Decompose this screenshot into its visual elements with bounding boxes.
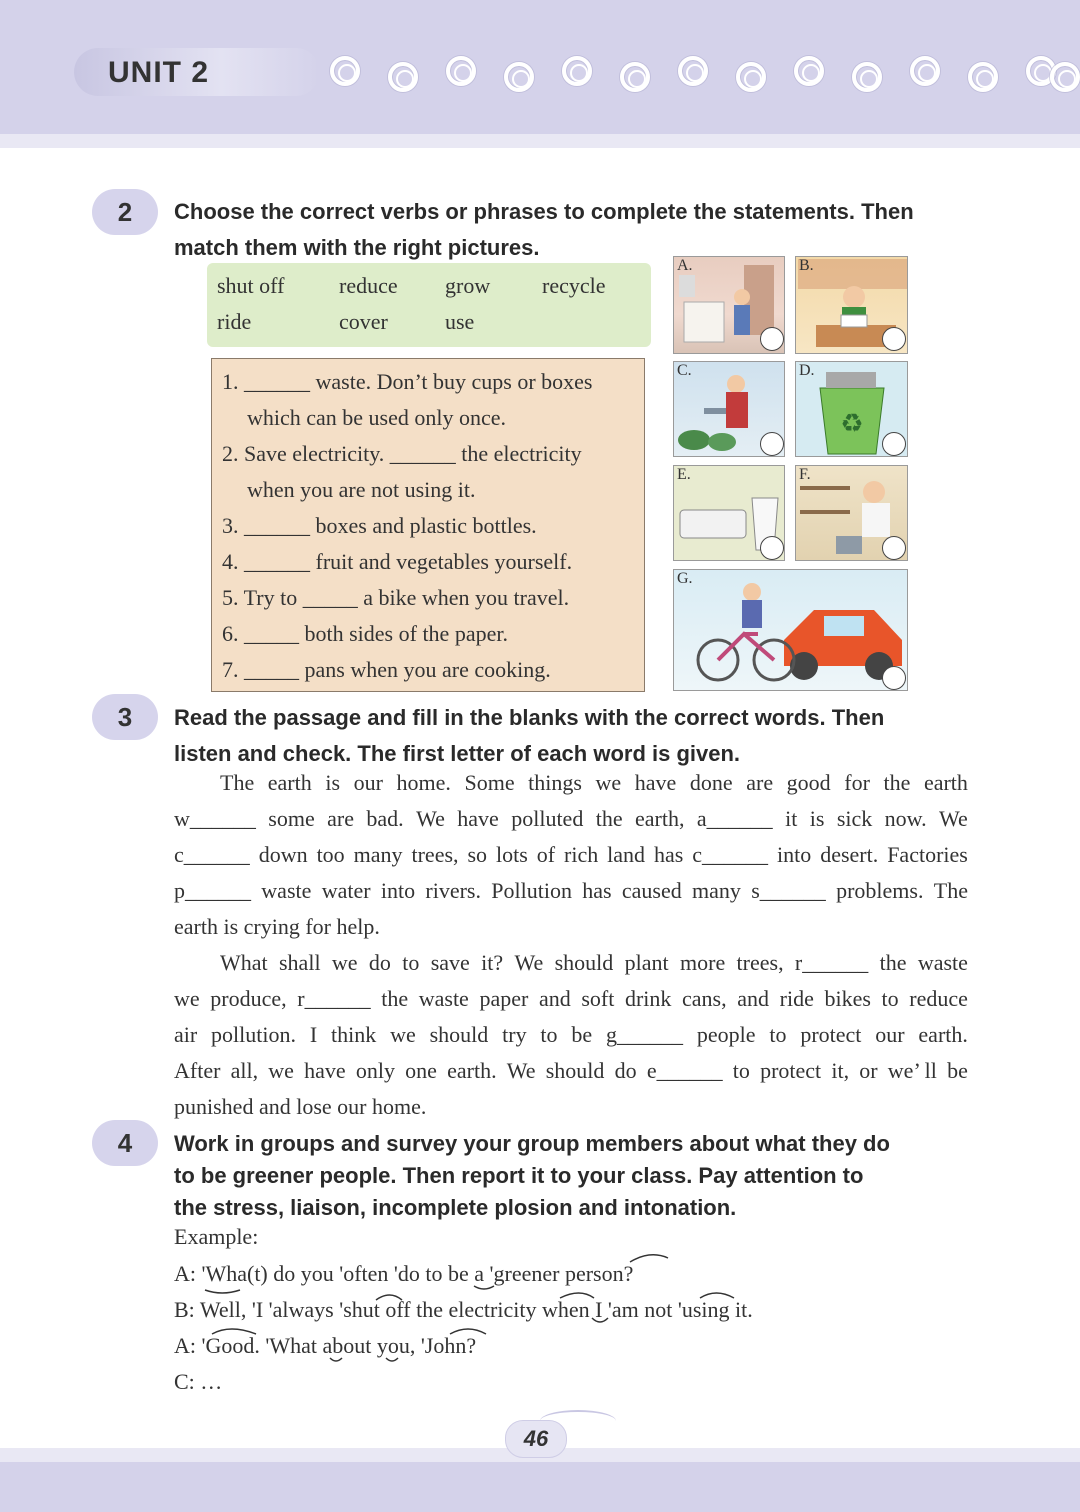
passage-word[interactable]: s______ (751, 878, 826, 903)
picture-label: B. (799, 257, 814, 274)
passage-word: do (614, 1058, 637, 1083)
rising-intonation-arrow (700, 1293, 734, 1298)
passage-word: We (506, 1058, 536, 1083)
passage-word: one (405, 1058, 437, 1083)
passage-word[interactable]: r______ (297, 986, 371, 1011)
example-label: Example: (174, 1224, 259, 1249)
passage-word: or (859, 1058, 878, 1083)
passage-word: the (595, 806, 623, 831)
statement-line: 6. _____ both sides of the paper. (222, 621, 508, 646)
passage-word: soft (581, 986, 615, 1011)
passage-word: We (416, 806, 445, 831)
passage-word: lots (495, 842, 528, 867)
passage-word: earth (923, 770, 968, 795)
picture-label: F. (799, 466, 811, 483)
liaison-mark (592, 1318, 608, 1322)
word-option: cover (339, 309, 388, 334)
passage-word: We (514, 950, 544, 975)
passage-word[interactable]: r______ (794, 950, 869, 975)
word-option: ride (217, 309, 252, 334)
passage-word: good (786, 770, 831, 795)
passage-word: air (174, 1022, 198, 1047)
passage-word: our (875, 1022, 905, 1047)
passage-word: problems. (836, 878, 924, 903)
instruction-line: the stress, liaison, incomplete plosion and intonation. (174, 1195, 737, 1220)
liaison-mark (474, 1286, 494, 1289)
instruction-line: match them with the right pictures. (174, 235, 540, 260)
dialog-line: B: Well, 'I 'always 'shut off the electricity when I 'am not 'using it. (174, 1297, 753, 1322)
passage-word: are (327, 806, 355, 831)
passage-word: done (689, 770, 733, 795)
passage-word: things (528, 770, 582, 795)
passage-word: be (571, 1022, 593, 1047)
passage-word: ride (779, 986, 814, 1011)
passage-word: it? (481, 950, 504, 975)
liaison-mark (386, 1358, 398, 1361)
passage-word[interactable]: g______ (606, 1022, 683, 1047)
statement-line: 4. ______ fruit and vegetables yourself. (222, 549, 573, 574)
dialog-line: C: … (174, 1369, 223, 1394)
passage-word: to (540, 1022, 558, 1047)
instruction-line: Work in groups and survey your group members about what they do (174, 1131, 890, 1156)
liaison-mark (330, 1358, 342, 1361)
unit-title: UNIT 2 (108, 56, 210, 89)
passage-word: all, (230, 1058, 259, 1083)
passage-word: polluted (511, 806, 584, 831)
passage-word[interactable]: c______ (692, 842, 769, 867)
passage-word: do (368, 950, 391, 975)
passage-word: people (696, 1022, 756, 1047)
passage-word: Pollution (491, 878, 572, 903)
passage-word: reduce (909, 986, 968, 1011)
passage-word: sick (836, 806, 873, 831)
passage-word: we (390, 1022, 416, 1047)
passage-word: so (467, 842, 488, 867)
passage-word: waste (261, 878, 312, 903)
passage-word: we (268, 1058, 294, 1083)
passage-word: earth (267, 770, 312, 795)
passage-word: for (844, 770, 870, 795)
passage-word: drink (624, 986, 672, 1011)
passage-word: has (582, 878, 612, 903)
passage-word[interactable]: c______ (174, 842, 250, 867)
passage-word: bad. (366, 806, 404, 831)
passage-word: punished and lose our home. (174, 1094, 427, 1119)
passage-word: rivers. (425, 878, 481, 903)
passage-word: we (595, 770, 622, 795)
statement-line: 5. Try to _____ a bike when you travel. (222, 585, 570, 610)
statement-line: 2. Save electricity. ______ the electricity (222, 441, 582, 466)
passage-word: trees, (411, 842, 459, 867)
passage-word: shall (279, 950, 321, 975)
word-option: recycle (542, 273, 606, 298)
passage-word: waste (418, 986, 469, 1011)
passage-word: earth. (447, 1058, 497, 1083)
passage-word: into (380, 878, 416, 903)
passage-word: rich (564, 842, 599, 867)
passage-word: earth is crying for help. (174, 914, 380, 939)
passage-word: water (321, 878, 371, 903)
passage-word[interactable]: w______ (174, 806, 256, 831)
word-option: shut off (217, 273, 285, 298)
passage-word: into (777, 842, 812, 867)
passage-word: should (545, 1058, 605, 1083)
passage-word: to (881, 986, 899, 1011)
passage-word[interactable]: e______ (646, 1058, 723, 1083)
passage-word: more (680, 950, 726, 975)
passage-word: to (402, 950, 420, 975)
passage-word: waste (917, 950, 968, 975)
passage-word: and (538, 986, 571, 1011)
passage-word: some (268, 806, 315, 831)
passage-word: trees, (736, 950, 784, 975)
passage-word: down (258, 842, 308, 867)
passage-word: caused (621, 878, 682, 903)
passage-word: the (879, 950, 907, 975)
passage-word: plant (624, 950, 669, 975)
picture-label: D. (799, 362, 815, 379)
passage-word: land (607, 842, 646, 867)
passage-word: think (331, 1022, 377, 1047)
passage-word: are (746, 770, 774, 795)
dialog-line: A: 'Good. 'What about you, 'John? (174, 1333, 477, 1358)
passage-word: should (554, 950, 614, 975)
rising-intonation-arrow (212, 1329, 256, 1334)
picture-label: A. (677, 257, 693, 274)
passage-word: and (737, 986, 770, 1011)
passage-word: it (785, 806, 798, 831)
word-option: use (445, 309, 475, 334)
passage-word: the (883, 770, 911, 795)
word-option: reduce (339, 273, 398, 298)
exercise-2-number: 2 (92, 189, 158, 235)
passage-word: is (325, 770, 341, 795)
passage-word: now. (884, 806, 927, 831)
instruction-line: to be greener people. Then report it to your class. Pay attention to (174, 1163, 864, 1188)
passage-word: pollution. (211, 1022, 296, 1047)
exercise-3-number: 3 (92, 694, 158, 740)
passage-word: bikes (824, 986, 871, 1011)
passage-word: of (536, 842, 556, 867)
rising-intonation-arrow (630, 1255, 668, 1262)
passage-word[interactable]: a______ (696, 806, 773, 831)
passage-word: produce, (210, 986, 287, 1011)
passage-word: should (429, 1022, 489, 1047)
footer-band (0, 1462, 1080, 1512)
statement-line: 1. ______ waste. Don’t buy cups or boxes (222, 369, 593, 394)
passage-word: The (220, 770, 255, 795)
passage-word: Some (464, 770, 515, 795)
passage-word: to (732, 1058, 750, 1083)
passage-word: have (457, 806, 499, 831)
passage-word: be (947, 1058, 968, 1083)
passage-word: home. (396, 770, 451, 795)
passage-word: many (692, 878, 741, 903)
passage-word: we (174, 986, 200, 1011)
passage-word[interactable]: p______ (174, 878, 251, 903)
picture-label: C. (677, 362, 692, 379)
statement-line: 3. ______ boxes and plastic bottles. (222, 513, 537, 538)
falling-intonation-arrow (205, 1290, 240, 1293)
passage-word: protect (800, 1022, 862, 1047)
instruction-line: listen and check. The first letter of each word is given. (174, 741, 741, 766)
passage-word: many (353, 842, 403, 867)
passage-word: Factories (887, 842, 968, 867)
passage-word: earth, (635, 806, 685, 831)
passage-word: it, (831, 1058, 850, 1083)
word-option: grow (445, 273, 491, 298)
passage-word: has (654, 842, 684, 867)
passage-word: desert. (820, 842, 879, 867)
passage-word: I (309, 1022, 318, 1047)
liaison-mark (376, 1295, 402, 1300)
passage-word: only (355, 1058, 395, 1083)
passage-word: to (769, 1022, 787, 1047)
dialog-line: A: 'Wha(t) do you 'often 'do to be a 'greener person? (174, 1261, 634, 1286)
passage-word: have (304, 1058, 346, 1083)
passage-word: protect (760, 1058, 822, 1083)
passage-word: The (933, 878, 968, 903)
passage-word: What (220, 950, 268, 975)
exercise-4-number: 4 (92, 1120, 158, 1166)
passage-word: save (430, 950, 470, 975)
passage-word: our (353, 770, 383, 795)
picture-label: E. (677, 466, 691, 483)
passage-word: cans, (682, 986, 727, 1011)
passage-word: have (634, 770, 677, 795)
passage-word: earth. (918, 1022, 968, 1047)
picture-label: G. (677, 570, 693, 587)
statement-line: when you are not using it. (247, 477, 476, 502)
falling-intonation-arrow (450, 1329, 486, 1334)
passage-word: After (174, 1058, 221, 1083)
statement-line: which can be used only once. (247, 405, 507, 430)
passage-word: we (331, 950, 358, 975)
rising-intonation-arrow (560, 1293, 594, 1298)
passage-word: the (381, 986, 409, 1011)
page-number: 46 (505, 1420, 567, 1458)
passage-word: try (502, 1022, 527, 1047)
passage-word: we’ ll (887, 1058, 937, 1083)
passage-word: paper (479, 986, 529, 1011)
svg-text:♻: ♻ (840, 409, 864, 439)
passage-word: We (939, 806, 968, 831)
instruction-line: Choose the correct verbs or phrases to complete the statements. Then (174, 199, 914, 224)
instruction-line: Read the passage and fill in the blanks with the correct words. Then (174, 705, 885, 730)
passage-word: is (809, 806, 825, 831)
statement-line: 7. _____ pans when you are cooking. (222, 657, 551, 682)
passage-word: too (316, 842, 345, 867)
